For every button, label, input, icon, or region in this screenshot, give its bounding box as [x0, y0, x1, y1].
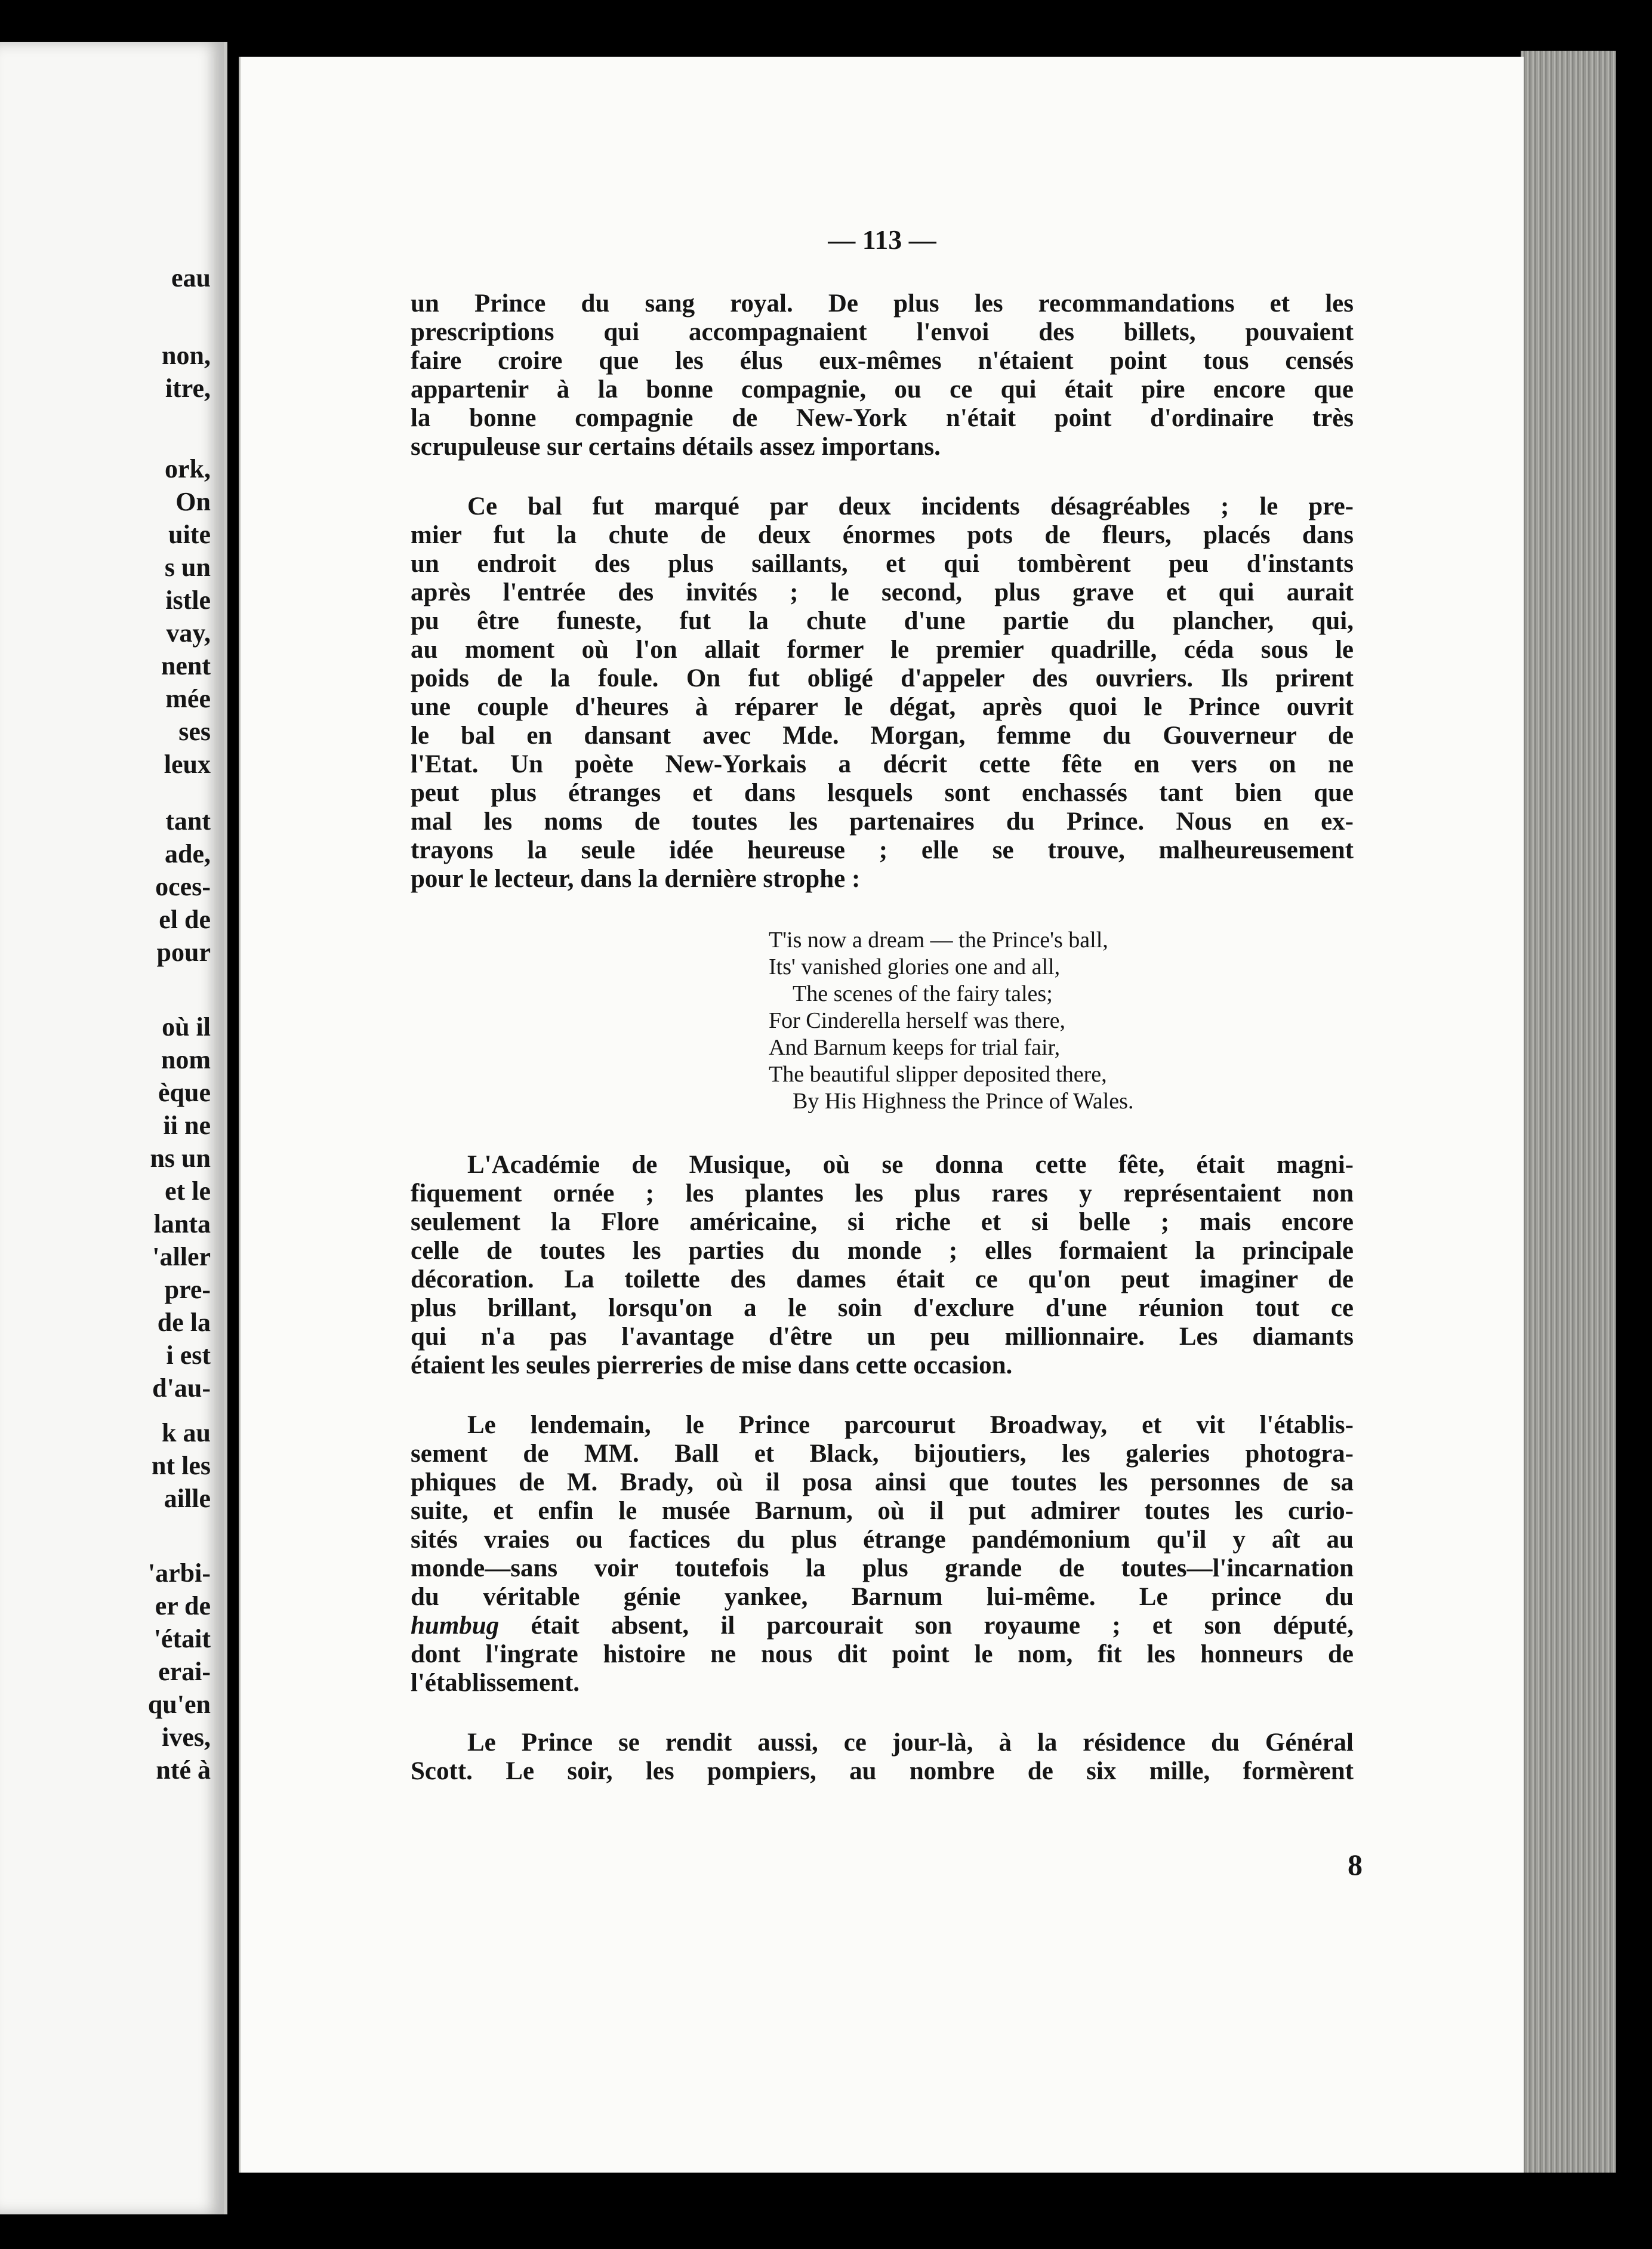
left-margin-word: lanta — [153, 1209, 211, 1239]
left-margin-word: pre- — [164, 1275, 211, 1304]
left-margin-word: erai- — [158, 1657, 211, 1686]
left-margin-word: nent — [161, 651, 211, 680]
left-margin-word: ses — [178, 717, 211, 746]
text-line: mier fut la chute de deux énormes pots de fleurs, placés dans — [411, 521, 1354, 549]
text-line: une couple d'heures à réparer le dégat, après quoi le Prince ouvrit — [411, 693, 1354, 721]
text-line: L'Académie de Musique, où se donna cette fête, était magni- — [467, 1151, 1354, 1179]
left-margin-word: er de — [155, 1591, 211, 1620]
paragraph-3 — [411, 1151, 1354, 1380]
text-line: après l'entrée des invités ; le second, plus grave et qui aurait — [411, 578, 1354, 606]
left-margin-word: 'aller — [152, 1242, 211, 1271]
text-line: prescriptions qui accompagnaient l'envoi des billets, pouvaient — [411, 318, 1354, 346]
left-margin-word: où il — [162, 1012, 211, 1042]
left-margin-word: On — [175, 487, 211, 516]
left-margin-word: pour — [156, 938, 211, 967]
text-line: l'établissement. — [411, 1669, 580, 1697]
body-text — [411, 289, 1354, 1786]
text-line: un Prince du sang royal. De plus les recommandations et les — [411, 289, 1354, 318]
text-line: Le lendemain, le Prince parcourut Broadway, et vit l'établis- — [467, 1411, 1354, 1439]
text-line: faire croire que les élus eux-mêmes n'étaient point tous censés — [411, 347, 1354, 375]
text-line: mal les noms de toutes les partenaires du Prince. Nous en ex- — [411, 808, 1354, 836]
text-line: dont l'ingrate histoire ne nous dit point le nom, fit les honneurs de — [411, 1640, 1354, 1668]
paragraph-4 — [411, 1411, 1354, 1697]
left-margin-word: itre, — [165, 374, 211, 403]
left-margin-word: 'était — [153, 1624, 211, 1653]
left-margin-word: non, — [162, 341, 211, 370]
verse-line: T'is now a dream — the Prince's ball, — [769, 928, 1108, 953]
text-line: le bal en dansant avec Mde. Morgan, femme du Gouverneur de — [411, 722, 1354, 750]
verse-line: The scenes of the fairy tales; — [793, 981, 1053, 1006]
text-line: pour le lecteur, dans la dernière strophe : — [411, 865, 861, 893]
text-line: décoration. La toilette des dames était ce qu'on peut imaginer de — [411, 1265, 1354, 1293]
paragraph-5 — [411, 1729, 1354, 1786]
page-edge — [1521, 51, 1616, 2173]
signature-mark: 8 — [1348, 1848, 1363, 1881]
left-margin-word: tant — [165, 806, 211, 836]
text-line: du véritable génie yankee, Barnum lui-même. Le prince du — [411, 1583, 1354, 1611]
text-line: fiquement ornée ; les plantes les plus rares y représentaient non — [411, 1179, 1354, 1207]
paragraph-1 — [411, 289, 1354, 461]
left-margin-word: 'arbi- — [147, 1558, 211, 1588]
left-margin-word: k au — [162, 1418, 211, 1447]
text-line: sement de MM. Ball et Black, bijoutiers, les galeries photogra- — [411, 1440, 1354, 1468]
text-line: peut plus étranges et dans lesquels sont enchassés tant bien que — [411, 779, 1354, 807]
left-margin-word: nt les — [152, 1451, 211, 1480]
text-line: la bonne compagnie de New-York n'était point d'ordinaire très — [411, 404, 1354, 432]
left-margin-word: ade, — [165, 839, 211, 868]
left-margin-word: vay, — [166, 618, 211, 648]
verse-line: By His Highness the Prince of Wales. — [793, 1089, 1134, 1114]
left-margin-word: ives, — [162, 1723, 211, 1752]
text-line: l'Etat. Un poète New-Yorkais a décrit cette fête en vers on ne — [411, 750, 1354, 778]
left-facing-page — [0, 42, 227, 2214]
left-margin-word: i est — [166, 1341, 211, 1370]
left-margin-word: mée — [165, 684, 211, 713]
left-margin-word: ork, — [165, 454, 211, 483]
left-margin-word: nté à — [156, 1755, 211, 1785]
left-margin-word: istle — [165, 586, 211, 615]
left-margin-word: uite — [168, 520, 211, 549]
text-line: phiques de M. Brady, où il posa ainsi que toutes les personnes de sa — [411, 1468, 1354, 1496]
text-line: poids de la foule. On fut obligé d'appeler des ouvriers. Ils prirent — [411, 664, 1354, 692]
left-margin-word: eau — [171, 263, 211, 292]
text-line: un endroit des plus saillants, et qui tombèrent peu d'instants — [411, 550, 1354, 578]
main-page — [239, 57, 1524, 2173]
verse-line: For Cinderella herself was there, — [769, 1008, 1065, 1033]
left-margin-word: èque — [158, 1078, 211, 1107]
left-margin-word: qu'en — [147, 1690, 211, 1719]
text-line: monde—sans voir toutefois la plus grande de toutes—l'incarnation — [411, 1554, 1354, 1582]
left-margin-word: nom — [161, 1045, 211, 1074]
verse-line: And Barnum keeps for trial fair, — [769, 1035, 1061, 1060]
text-line: trayons la seule idée heureuse ; elle se trouve, malheureusement — [411, 836, 1354, 864]
left-margin-word: d'au- — [152, 1373, 211, 1403]
text-line: scrupuleuse sur certains détails assez importans. — [411, 433, 941, 461]
text-line: celle de toutes les parties du monde ; elles formaient la principale — [411, 1237, 1354, 1265]
text-line: humbug était absent, il parcourait son royaume ; et son député, — [411, 1612, 1354, 1640]
text-line: seulement la Flore américaine, si riche et si belle ; mais encore — [411, 1208, 1354, 1236]
text-line: plus brillant, lorsqu'on a le soin d'exclure d'une réunion tout ce — [411, 1294, 1354, 1322]
verse-line: Its' vanished glories one and all, — [769, 954, 1061, 979]
left-margin-word: oces- — [155, 872, 211, 901]
text-line: sités vraies ou factices du plus étrange pandémonium qu'il y aît au — [411, 1526, 1354, 1554]
text-line: suite, et enfin le musée Barnum, où il put admirer toutes les curio- — [411, 1497, 1354, 1525]
text-line: qui n'a pas l'avantage d'être un peu millionnaire. Les diamants — [411, 1323, 1354, 1351]
left-margin-word: de la — [157, 1308, 211, 1337]
left-margin-word: el de — [159, 905, 211, 934]
text-line: Le Prince se rendit aussi, ce jour-là, à la résidence du Général — [467, 1729, 1354, 1757]
left-margin-word: s un — [164, 553, 211, 582]
text-line: appartenir à la bonne compagnie, ou ce qui était pire encore que — [411, 375, 1354, 403]
left-margin-word: aille — [164, 1484, 211, 1513]
text-line: Ce bal fut marqué par deux incidents désagréables ; le pre- — [467, 492, 1354, 520]
page-number: — 113 — — [828, 224, 936, 255]
poem-stanza — [411, 927, 1354, 1115]
text-line: au moment où l'on allait former le premier quadrille, céda sous le — [411, 636, 1354, 664]
left-margin-word: leux — [164, 750, 211, 779]
text-line: étaient les seules pierreries de mise dans cette occasion. — [411, 1351, 1013, 1379]
left-margin-word: et le — [165, 1176, 211, 1206]
text-line: Scott. Le soir, les pompiers, au nombre de six mille, formèrent — [411, 1757, 1354, 1785]
left-margin-word: ns un — [150, 1144, 211, 1173]
text-line: pu être funeste, fut la chute d'une partie du plancher, qui, — [411, 607, 1354, 635]
left-margin-word: ii ne — [163, 1111, 211, 1140]
verse-line: The beautiful slipper deposited there, — [769, 1062, 1107, 1087]
paragraph-2 — [411, 492, 1354, 894]
